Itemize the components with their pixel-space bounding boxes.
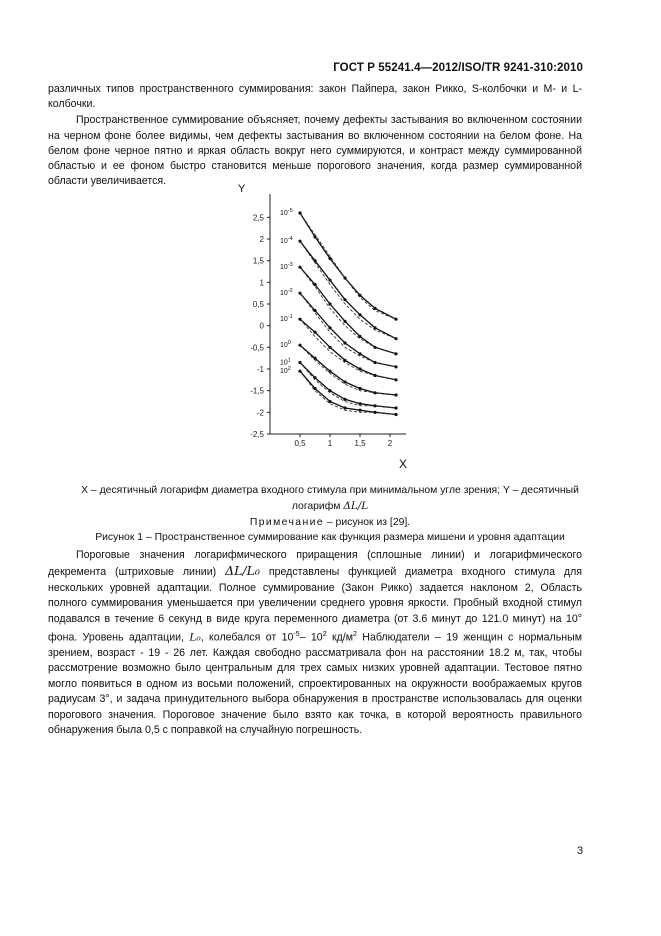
data-point [328,400,331,403]
data-point [328,370,331,373]
data-point [313,235,316,238]
series-label [280,236,293,245]
data-point [328,326,331,329]
x-tick-label: 1,5 [354,439,366,448]
data-point [394,406,397,409]
note-text: – рисунок из [29]. [324,517,411,528]
x-tick-label: 2 [387,439,393,448]
data-point [343,406,346,409]
data-point [298,370,301,373]
data-point [394,413,397,416]
intro-paragraph-1: различных типов пространственного суммирования: закон Пайпера, закон Рикко, S-колбочки и M- и L-колбочки. [48,83,582,111]
data-point [328,279,331,282]
data-point [343,320,346,323]
series-label [280,358,291,367]
data-point [373,391,376,394]
data-point [343,298,346,301]
data-point [343,380,346,383]
body-text-c: , колебался от 10 [200,631,294,644]
y-tick-label: 1 [259,278,264,288]
data-point [298,211,301,214]
x-tick-label: 0,5 [294,439,306,448]
data-point [358,387,361,390]
data-point [343,398,346,401]
data-point [313,376,316,379]
data-point [313,331,316,334]
data-point [298,292,301,295]
data-point [373,374,376,377]
data-point [373,346,376,349]
y-tick-label: 2 [259,235,264,244]
series-label-base: 10 [280,359,288,367]
series-label-base: 10 [280,368,288,376]
document-header: ГОСТ Р 55241.4—2012/ISO/TR 9241-310:2010 [333,62,583,74]
figure-chart [212,178,422,470]
body-math-2: L₀ [189,631,201,644]
series-label-exp: -3 [287,262,293,269]
data-point [343,359,346,362]
series-label-base: 10 [280,290,288,298]
data-point [328,389,331,392]
series-label-base: 10 [280,316,288,324]
data-point [358,402,361,405]
caption-line-2-prefix: логарифм [291,500,344,512]
data-point [298,318,301,321]
caption-math: ΔL/L [343,499,369,512]
body-text-a: Пороговые значения логарифмического приращения (сплошные линии) и логарифмического декремента (штриховые линии) [48,549,582,579]
data-point [313,387,316,390]
series-label-exp: 2 [287,366,291,373]
y-tick-label: 0,5 [252,300,264,309]
data-point [394,378,397,381]
data-point [373,361,376,364]
series-label-exp: -2 [287,288,293,295]
x-tick-label: 1 [327,439,333,448]
intro-text [48,82,582,189]
data-point [298,240,301,243]
data-point [358,294,361,297]
series-dashed-line [300,293,396,367]
body-exp-3: 2 [353,631,357,639]
series-label-exp: -1 [287,314,293,321]
body-text-e: кд/м [326,631,354,644]
y-tick-label: 2,5 [252,213,264,223]
figure-note [30,516,630,531]
figure-caption [30,484,630,545]
data-point [328,302,331,305]
y-axis-label: Y [238,183,246,195]
data-point [394,337,397,340]
series-label-exp: -4 [287,236,293,243]
y-tick-label: -1,5 [250,386,264,396]
x-axis-label: X [399,457,408,470]
body-text-d: – 10 [299,631,323,644]
body-text [48,548,582,738]
series-label-base: 10 [280,264,288,272]
data-point [373,307,376,310]
data-point [394,352,397,355]
series-solid-line [300,293,396,367]
series-label [280,288,293,297]
data-point [394,365,397,368]
caption-line-1: X – десятичный логарифм диаметра входного стимула при минимальном угле зрения; Y – десятичный [81,485,579,496]
data-point [394,318,397,321]
data-point [358,409,361,412]
data-point [313,259,316,262]
series-label [280,366,291,375]
data-point [343,341,346,344]
data-point [373,411,376,414]
series-label-base: 10 [280,238,288,246]
data-point [298,361,301,364]
data-point [373,404,376,407]
series-label-exp: 0 [287,340,291,347]
data-point [298,266,301,269]
note-label: Примечание [249,517,324,528]
data-point [313,309,316,312]
series-label-exp: 1 [287,357,291,364]
series-label [280,262,293,271]
body-text-f: Наблюдатели – 19 женщин с нормальным зрением, возраст - 19 - 26 лет. Каждая свободно рассматривала фон на расстоянии 18.2 м, так, чтобы рассмотрение возможно было центральным для трех самых низких уровней адаптации. Тестовое пятно могло появиться в одном из восьми положений, спроектированных на окружности воображаемых кругов радиусам 3°, и задача принудительного выбора обнаружения в пространстве использовалась для оценки порогового значения. Пороговое значение было взято как точка, в которой вероятность правильного обнаружения была 0,5 с поправкой на случайную погрешность. [48,631,582,736]
data-point [313,283,316,286]
caption-line-2 [30,499,630,515]
y-tick-label: 1,5 [252,256,264,266]
data-point [358,313,361,316]
data-point [343,276,346,279]
body-exp-2: 2 [322,631,327,639]
data-point [313,357,316,360]
y-tick-label: -2,5 [250,430,264,439]
intro-paragraph-2: Пространственное суммирование объясняет, почему дефекты застывания во включенном состоянии на черном фоне более видимы, чем дефекты застывания во включенном состоянии на белом фоне. На белом фоне черное пятно и яркая область вокруг него суммируются, и контраст между суммированной областью и ее фоном быстро становится меньше порогового значения, когда размер суммированной области увеличивается. [48,114,582,188]
data-point [394,393,397,396]
data-point [373,326,376,329]
body-exp-1: -5 [293,631,300,639]
series-label [280,340,291,349]
series-label [280,208,293,217]
figure-title: Рисунок 1 – Пространственное суммирование как функция размера мишени и уровня адаптации [95,531,565,543]
page-number: 3 [577,845,584,857]
body-paragraph [48,548,582,738]
series-label-exp: -5 [287,208,293,214]
data-point [328,257,331,260]
body-text-b: представлены функцией диаметра входного стимула для нескольких уровней адаптации. Полное суммирование (Закон Рикко) задается наклоном 2, Область полного суммирования уменьшается при увеличении среднего уровня яркости. Пробный входной стимул подавался в течение 6 секунд в виде круга переменного диаметра (от 3.6 минут до 121.0 минут) на 10° фона. Уровень адаптации, [48,566,582,644]
y-tick-label: -2 [256,408,264,418]
y-tick-label: 0 [259,321,264,331]
series-label-base: 10 [280,342,288,350]
data-point [358,335,361,338]
body-math-1: ΔL/L₀ [225,563,260,579]
data-point [358,352,361,355]
data-point [298,344,301,347]
series-label-base: 10 [280,210,288,217]
y-tick-label: -0,5 [250,343,264,353]
data-point [328,346,331,349]
series-label [280,314,293,323]
y-tick-label: -1 [256,365,264,374]
data-point [358,367,361,370]
